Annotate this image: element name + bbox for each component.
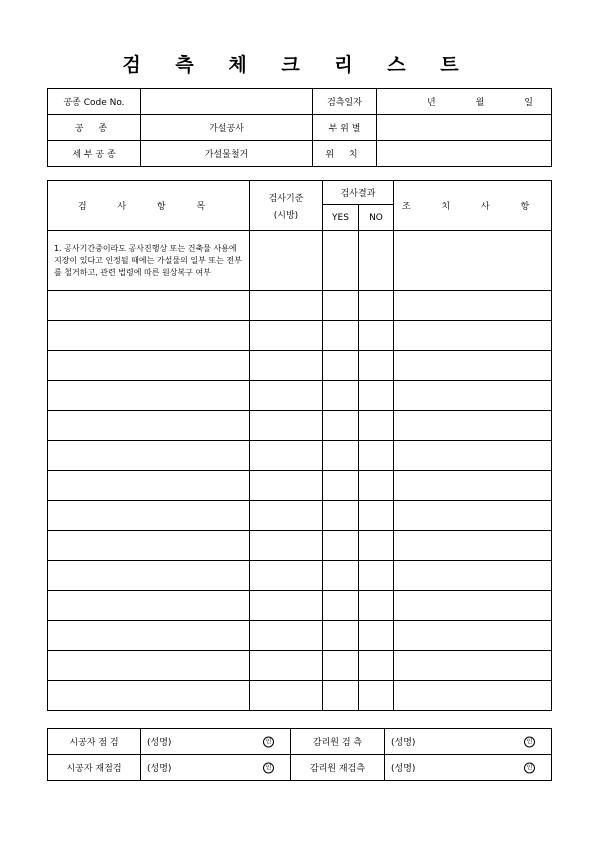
contractor-recheck-label: 시공자 재점검 — [48, 755, 141, 781]
standard-cell[interactable] — [250, 621, 323, 651]
yes-cell[interactable] — [323, 351, 359, 381]
action-cell[interactable] — [394, 621, 552, 651]
table-row — [48, 411, 552, 441]
no-cell[interactable] — [359, 531, 394, 561]
standard-cell[interactable] — [250, 441, 323, 471]
seal-icon: 인 — [263, 736, 274, 747]
date-value[interactable] — [377, 89, 552, 115]
table-row — [48, 651, 552, 681]
table-row — [48, 681, 552, 711]
action-cell[interactable] — [394, 591, 552, 621]
table-row — [48, 351, 552, 381]
name-placeholder: (성명) — [147, 738, 172, 748]
info-row-code — [48, 89, 552, 115]
check-item[interactable] — [48, 351, 250, 381]
part-value[interactable] — [377, 115, 552, 141]
no-cell[interactable] — [359, 381, 394, 411]
no-cell[interactable] — [359, 411, 394, 441]
table-row — [48, 231, 552, 291]
check-item[interactable] — [48, 561, 250, 591]
action-cell[interactable] — [394, 351, 552, 381]
check-item[interactable] — [48, 381, 250, 411]
signature-table — [47, 728, 552, 781]
work-value[interactable]: 가설공사 — [141, 115, 313, 141]
contractor-check-signature[interactable] — [141, 729, 291, 755]
action-cell[interactable] — [394, 381, 552, 411]
date-label: 검측일자 — [313, 89, 377, 115]
yes-cell[interactable] — [323, 291, 359, 321]
action-cell[interactable] — [394, 441, 552, 471]
table-row — [48, 531, 552, 561]
standard-cell[interactable] — [250, 681, 323, 711]
no-cell[interactable] — [359, 291, 394, 321]
signature-row — [48, 755, 552, 781]
standard-cell[interactable] — [250, 591, 323, 621]
check-item[interactable] — [48, 291, 250, 321]
no-cell[interactable] — [359, 501, 394, 531]
yes-cell[interactable] — [323, 651, 359, 681]
action-cell[interactable] — [394, 531, 552, 561]
standard-cell[interactable] — [250, 561, 323, 591]
date-day: 일 — [524, 98, 533, 108]
date-month: 월 — [475, 98, 485, 108]
action-cell[interactable] — [394, 411, 552, 441]
result-header: 검사결과 — [323, 181, 394, 205]
date-year: 년 — [427, 98, 436, 108]
no-cell[interactable] — [359, 441, 394, 471]
yes-cell[interactable] — [323, 471, 359, 501]
check-item[interactable] — [48, 321, 250, 351]
no-cell[interactable] — [359, 591, 394, 621]
standard-cell[interactable] — [250, 291, 323, 321]
table-row — [48, 291, 552, 321]
name-placeholder: (성명) — [391, 738, 416, 748]
action-header: 조 치 사 항 — [394, 181, 552, 231]
standard-cell[interactable] — [250, 381, 323, 411]
info-row-work — [48, 115, 552, 141]
action-cell[interactable] — [394, 291, 552, 321]
action-cell[interactable] — [394, 471, 552, 501]
check-header-row — [48, 181, 552, 205]
detail-label: 세 부 공 종 — [48, 141, 141, 167]
check-item[interactable] — [48, 651, 250, 681]
no-cell[interactable] — [359, 471, 394, 501]
action-cell[interactable] — [394, 651, 552, 681]
supervisor-recheck-label: 감리원 재검측 — [291, 755, 385, 781]
table-row — [48, 441, 552, 471]
yes-cell[interactable] — [323, 591, 359, 621]
table-row — [48, 621, 552, 651]
standard-cell[interactable] — [250, 501, 323, 531]
yes-cell[interactable] — [323, 411, 359, 441]
detail-value[interactable]: 가설물철거 — [141, 141, 313, 167]
seal-icon: 인 — [524, 736, 535, 747]
no-cell[interactable] — [359, 621, 394, 651]
no-cell[interactable] — [359, 321, 394, 351]
action-cell[interactable] — [394, 231, 552, 291]
no-cell[interactable] — [359, 651, 394, 681]
no-cell[interactable] — [359, 681, 394, 711]
part-label: 부 위 별 — [313, 115, 377, 141]
yes-cell[interactable] — [323, 441, 359, 471]
page-title: 검 측 체 크 리 스 트 — [122, 54, 473, 76]
code-label: 공종 Code No. — [48, 89, 141, 115]
action-cell[interactable] — [394, 681, 552, 711]
name-placeholder: (성명) — [147, 764, 172, 774]
info-table — [47, 88, 552, 167]
standard-cell[interactable] — [250, 411, 323, 441]
supervisor-check-label: 감리원 검 측 — [291, 729, 385, 755]
yes-cell[interactable] — [323, 621, 359, 651]
contractor-recheck-signature[interactable] — [141, 755, 291, 781]
check-item[interactable] — [48, 501, 250, 531]
table-row — [48, 591, 552, 621]
item-header: 검 사 항 목 — [48, 181, 250, 231]
yes-cell[interactable] — [323, 321, 359, 351]
yes-cell[interactable] — [323, 531, 359, 561]
check-item[interactable] — [48, 441, 250, 471]
contractor-check-label: 시공자 점 검 — [48, 729, 141, 755]
standard-cell[interactable] — [250, 231, 323, 291]
check-item[interactable] — [48, 681, 250, 711]
yes-cell[interactable] — [323, 231, 359, 291]
code-value[interactable] — [141, 89, 313, 115]
standard-cell[interactable] — [250, 321, 323, 351]
table-row — [48, 471, 552, 501]
check-item[interactable] — [48, 591, 250, 621]
standard-cell[interactable] — [250, 351, 323, 381]
no-cell[interactable] — [359, 351, 394, 381]
info-row-detail — [48, 141, 552, 167]
no-header: NO — [359, 205, 394, 231]
check-table — [47, 180, 552, 711]
yes-cell[interactable] — [323, 681, 359, 711]
table-row — [48, 501, 552, 531]
action-cell[interactable] — [394, 501, 552, 531]
check-item[interactable] — [48, 621, 250, 651]
standard-cell[interactable] — [250, 531, 323, 561]
standard-cell[interactable] — [250, 651, 323, 681]
check-item[interactable] — [48, 471, 250, 501]
standard-header: 검사기준 (시방) — [250, 181, 323, 231]
name-placeholder: (성명) — [391, 764, 416, 774]
no-cell[interactable] — [359, 561, 394, 591]
table-row — [48, 321, 552, 351]
check-item: 1. 공사기간중이라도 공사진행상 또는 건축물 사용에 지장이 있다고 인정될 때에는 가설물의 일부 또는 전부를 철거하고, 관련 법령에 따른 원상복구 여부 — [48, 231, 250, 291]
check-item[interactable] — [48, 531, 250, 561]
yes-cell[interactable] — [323, 561, 359, 591]
check-item[interactable] — [48, 411, 250, 441]
supervisor-recheck-signature[interactable] — [385, 755, 552, 781]
loc-value[interactable] — [377, 141, 552, 167]
yes-cell[interactable] — [323, 501, 359, 531]
supervisor-check-signature[interactable] — [385, 729, 552, 755]
seal-icon: 인 — [263, 762, 274, 773]
work-label: 공 종 — [48, 115, 141, 141]
seal-icon: 인 — [524, 762, 535, 773]
no-cell[interactable] — [359, 231, 394, 291]
action-cell[interactable] — [394, 561, 552, 591]
signature-row — [48, 729, 552, 755]
action-cell[interactable] — [394, 321, 552, 351]
yes-cell[interactable] — [323, 381, 359, 411]
table-row — [48, 381, 552, 411]
yes-header: YES — [323, 205, 359, 231]
table-row — [48, 561, 552, 591]
standard-cell[interactable] — [250, 471, 323, 501]
loc-label: 위 치 — [313, 141, 377, 167]
